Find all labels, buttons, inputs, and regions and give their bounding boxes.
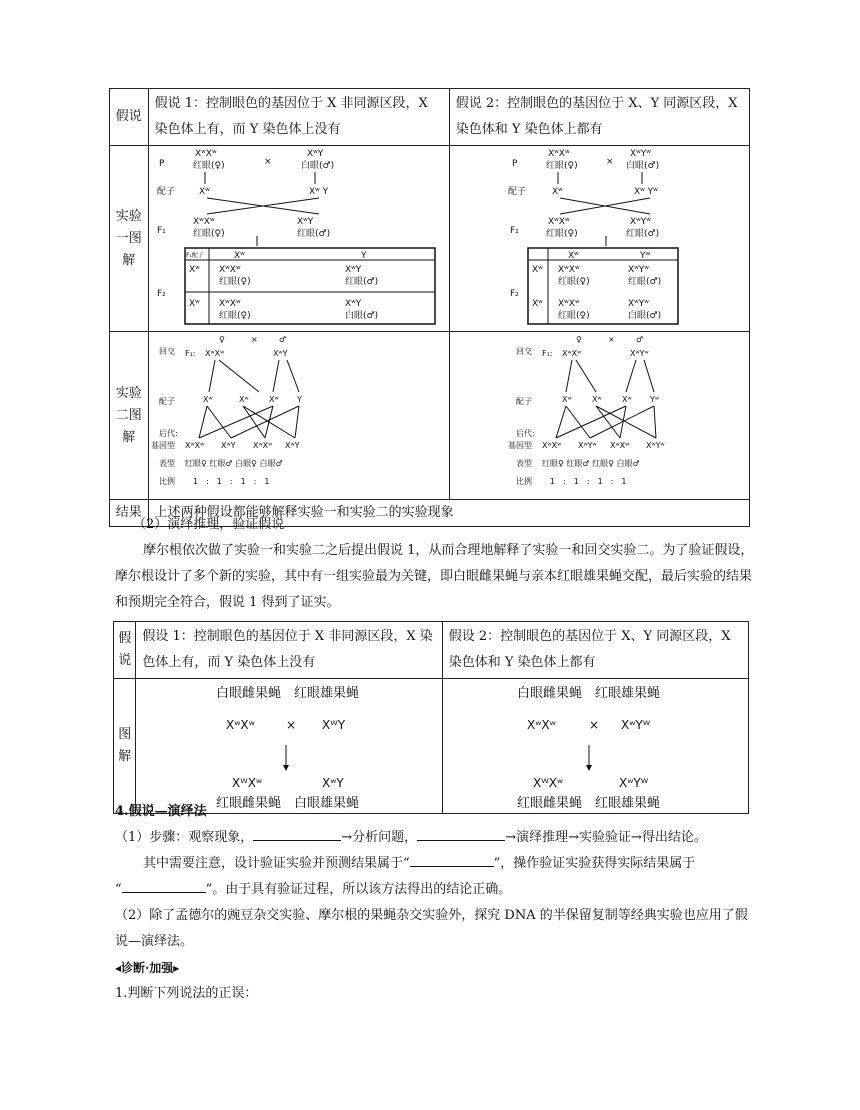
svg-text:XᵂXʷ: XᵂXʷ <box>532 776 563 790</box>
svg-text:配子: 配子 <box>507 187 526 197</box>
section4-title: 4.假说—演绎法 <box>115 804 207 819</box>
svg-text:Xʷ: Xʷ <box>591 395 602 404</box>
svg-text:配子: 配子 <box>158 397 175 406</box>
step-line <box>115 825 755 851</box>
svg-text:♂: ♂ <box>278 335 286 344</box>
step-mid: →分析问题， <box>341 830 418 845</box>
svg-text:×: × <box>250 335 258 344</box>
exp2-diagram-h2 <box>449 332 749 500</box>
svg-text:Y: Y <box>360 251 367 261</box>
svg-text:回交: 回交 <box>158 347 175 356</box>
judge-title: 1.判断下列说法的正误： <box>115 986 258 1001</box>
svg-text:红眼(♀): 红眼(♀) <box>192 229 225 239</box>
svg-text:×: × <box>286 718 297 732</box>
label-result: 结果 <box>110 500 149 527</box>
svg-text:×: × <box>605 157 614 167</box>
svg-text:XʷY: XʷY <box>296 217 313 227</box>
svg-text:红眼雌果蝇 红眼雄果蝇: 红眼雌果蝇 红眼雄果蝇 <box>516 796 660 809</box>
cross-diagram-1 <box>149 146 442 327</box>
svg-text:红眼(♀): 红眼(♀) <box>557 277 590 287</box>
label-hypothesis-2: 假说 <box>114 622 136 679</box>
svg-text:XʷY: XʷY <box>344 299 361 309</box>
svg-text:XʷYʷ: XʷYʷ <box>627 265 649 275</box>
svg-text:红眼(♀): 红眼(♀) <box>192 161 225 171</box>
note-text-3: “ <box>115 882 122 897</box>
svg-text:F₁:: F₁: <box>184 349 196 358</box>
blank-1[interactable] <box>253 826 341 841</box>
step-suffix: →演绎推理→实验验证→得出结论。 <box>505 830 707 845</box>
svg-text:XʷXʷ: XʷXʷ <box>184 441 204 450</box>
blank-2[interactable] <box>417 826 505 841</box>
svg-text:XᵂY: XᵂY <box>322 718 346 732</box>
svg-text:XʷYᵂ: XʷYᵂ <box>620 718 650 732</box>
svg-text:Xʷ: Xʷ <box>233 251 245 261</box>
svg-text:红眼♀ 红眼♂ 白眼♀ 白眼♂: 红眼♀ 红眼♂ 白眼♀ 白眼♂ <box>184 459 283 468</box>
verification-table <box>113 621 749 814</box>
svg-text:P: P <box>511 159 518 169</box>
testcross-diagram-2 <box>450 332 742 495</box>
svg-text:XʷY: XʷY <box>272 349 288 358</box>
svg-text:XʷXʷ: XʷXʷ <box>541 441 561 450</box>
svg-text:Yʷ: Yʷ <box>639 251 650 261</box>
svg-text:后代:: 后代: <box>158 429 178 438</box>
svg-text:红眼雌果蝇 白眼雄果蝇: 红眼雌果蝇 白眼雄果蝇 <box>216 796 360 809</box>
label-diagram: 图解 <box>114 679 136 814</box>
svg-text:Xʷ: Xʷ <box>238 395 249 404</box>
svg-text:XʷYʷ: XʷYʷ <box>629 217 651 227</box>
note-line-2 <box>115 877 755 903</box>
svg-text:Xʷ: Xʷ <box>202 395 213 404</box>
svg-text:比例: 比例 <box>158 477 175 486</box>
svg-text:♀: ♀ <box>575 335 582 344</box>
label-exp2: 实验二图解 <box>110 332 149 500</box>
svg-text:F₂: F₂ <box>156 289 166 299</box>
svg-text:Xʷ: Xʷ <box>531 299 543 309</box>
svg-text:XʷYʷ: XʷYʷ <box>629 149 651 159</box>
svg-text:XʷXʷ: XʷXʷ <box>561 349 581 358</box>
svg-text:XᵂXʷ: XᵂXʷ <box>232 776 263 790</box>
diagnosis-header: ◂诊断·加强▸ <box>115 961 180 975</box>
svg-text:XʷY: XʷY <box>306 149 323 159</box>
blank-4[interactable] <box>122 878 206 893</box>
svg-text:基因型: 基因型 <box>507 441 532 450</box>
svg-text:配子: 配子 <box>515 397 532 406</box>
note-text-4: ”。由于具有验证过程，所以该方法得出的结论正确。 <box>205 882 512 897</box>
svg-text:F₁配子: F₁配子 <box>185 252 204 259</box>
hypothesis-2: 假说 2：控制眼色的基因位于 X、Y 同源区段，X 染色体和 Y 染色体上都有 <box>449 89 749 146</box>
item-2: （2）除了孟德尔的豌豆杂交实验、摩尔根的果蝇杂交实验外，探究 DNA 的半保留复制等经典实验也应用了假说—演绎法。 <box>115 908 748 949</box>
svg-text:XʷXʷ: XʷXʷ <box>204 349 224 358</box>
svg-text:XʷY: XʷY <box>220 441 236 450</box>
svg-text:白眼雌果蝇 红眼雄果蝇: 白眼雌果蝇 红眼雄果蝇 <box>216 686 360 701</box>
verify-diagram-h1 <box>136 679 442 814</box>
svg-text:♂: ♂ <box>635 335 643 344</box>
svg-text:P: P <box>158 159 165 169</box>
svg-text:XʷXʷ: XʷXʷ <box>609 441 629 450</box>
svg-text:Xʷ: Xʷ <box>268 395 279 404</box>
svg-text:红眼♀ 红眼♂ 红眼♀ 白眼♂: 红眼♀ 红眼♂ 红眼♀ 白眼♂ <box>541 459 640 468</box>
result-text: 上述两种假设都能够解释实验一和实验二的实验现象 <box>148 500 749 527</box>
exp1-diagram-h2 <box>449 146 749 332</box>
svg-text:红眼(♀): 红眼(♀) <box>557 311 590 321</box>
label-hypothesis: 假说 <box>110 89 149 146</box>
svg-text:XʷXʷ: XʷXʷ <box>557 299 580 309</box>
svg-text:Yʷ: Yʷ <box>649 395 659 404</box>
svg-text:Xʷ Yʷ: Xʷ Yʷ <box>633 187 658 197</box>
note-text-1: 其中需要注意，设计验证实验并预测结果属于“ <box>143 856 410 871</box>
svg-text:Xʷ: Xʷ <box>561 395 572 404</box>
svg-text:XʷYʷ: XʷYʷ <box>627 299 649 309</box>
svg-text:×: × <box>588 718 599 732</box>
verify-cross-1 <box>136 679 436 809</box>
note-line-1 <box>143 851 763 877</box>
svg-text:Xʷ: Xʷ <box>531 265 543 275</box>
svg-text:红眼(♀): 红眼(♀) <box>218 311 251 321</box>
svg-text:XʷYʷ: XʷYʷ <box>645 441 665 450</box>
svg-text:XʷXʷ: XʷXʷ <box>218 299 241 309</box>
svg-text:Xʷ Y: Xʷ Y <box>308 187 328 197</box>
label-exp1: 实验一图解 <box>110 146 149 332</box>
svg-text:比例: 比例 <box>515 477 532 486</box>
svg-text:白眼雌果蝇 红眼雄果蝇: 白眼雌果蝇 红眼雄果蝇 <box>516 686 660 701</box>
svg-text:红眼(♀): 红眼(♀) <box>545 229 578 239</box>
note-text-2: ”，操作验证实验获得实际结果属于 <box>493 856 696 871</box>
svg-text:配子: 配子 <box>156 187 175 197</box>
svg-text:F₁: F₁ <box>156 226 166 236</box>
exp2-diagram-h1 <box>148 332 449 500</box>
svg-text:Xʷ: Xʷ <box>551 187 563 197</box>
body-paragraph: 摩尔根依次做了实验一和实验二之后提出假说 1，从而合理地解释了实验一和回交实验二。为了验证假设，摩尔根设计了多个新的实验，其中有一组实验最为关键，即白眼雌果蝇与亲本红眼雄果蝇交配，最后实验的结果和预期完全符合，假说 1 得到了证实。 <box>115 543 754 610</box>
svg-text:红眼(♂): 红眼(♂) <box>296 229 330 239</box>
svg-text:Y: Y <box>296 395 302 404</box>
blank-3[interactable] <box>410 852 494 867</box>
svg-text:F₁: F₁ <box>509 226 519 236</box>
t2-hypothesis-1: 假设 1：控制眼色的基因位于 X 非同源区段，X 染色体上有，而 Y 染色体上没有 <box>136 622 442 679</box>
section2-title: （2）演绎推理，验证假说 <box>133 517 285 532</box>
svg-text:XʷXʷ: XʷXʷ <box>547 217 570 227</box>
svg-text:XʷXʷ: XʷXʷ <box>226 718 256 732</box>
testcross-diagram-1 <box>149 332 442 495</box>
svg-text:白眼(♂): 白眼(♂) <box>627 311 661 321</box>
svg-text:Xʷ: Xʷ <box>188 265 200 275</box>
svg-text:XʷXʷ: XʷXʷ <box>547 149 570 159</box>
svg-text:红眼(♂): 红眼(♂) <box>344 277 378 287</box>
svg-text:F₂: F₂ <box>509 289 519 299</box>
svg-text:XʷXʷ: XʷXʷ <box>192 217 215 227</box>
svg-text:后代:: 后代: <box>515 429 535 438</box>
svg-text:表型: 表型 <box>515 459 532 468</box>
svg-text:白眼(♂): 白眼(♂) <box>625 161 659 171</box>
svg-text:Xʷ: Xʷ <box>621 395 632 404</box>
t2-hypothesis-2: 假设 2：控制眼色的基因位于 X、Y 同源区段，X 染色体和 Y 染色体上都有 <box>442 622 748 679</box>
hypothesis-table <box>109 88 750 527</box>
exp1-diagram-h1 <box>148 146 449 332</box>
svg-text:红眼(♂): 红眼(♂) <box>625 229 659 239</box>
svg-text:F₁:: F₁: <box>541 349 553 358</box>
svg-text:1 : 1 : 1 : 1: 1 : 1 : 1 : 1 <box>192 477 270 486</box>
svg-text:×: × <box>263 157 272 167</box>
svg-text:XʷYʷ: XʷYʷ <box>577 441 597 450</box>
svg-text:XʷXʷ: XʷXʷ <box>194 149 217 159</box>
svg-text:XʷXʷ: XʷXʷ <box>252 441 272 450</box>
svg-text:白眼(♂): 白眼(♂) <box>300 161 334 171</box>
svg-text:XʷY: XʷY <box>344 265 361 275</box>
hypothesis-1: 假说 1：控制眼色的基因位于 X 非同源区段，X 染色体上有，而 Y 染色体上没有 <box>148 89 449 146</box>
svg-text:Xʷ: Xʷ <box>188 299 200 309</box>
svg-text:表型: 表型 <box>158 459 175 468</box>
cross-diagram-2 <box>450 146 742 327</box>
svg-text:XʷYʷ: XʷYʷ <box>629 349 649 358</box>
svg-text:♀: ♀ <box>218 335 225 344</box>
verify-diagram-h2 <box>442 679 748 814</box>
svg-text:XʷYᵂ: XʷYᵂ <box>618 776 648 790</box>
svg-text:回交: 回交 <box>515 347 532 356</box>
verify-cross-2 <box>443 679 743 809</box>
svg-text:Xʷ: Xʷ <box>198 187 210 197</box>
svg-text:XʷXʷ: XʷXʷ <box>218 265 241 275</box>
svg-text:XʷY: XʷY <box>322 776 345 790</box>
step-prefix: （1）步骤：观察现象， <box>115 830 254 845</box>
svg-text:1 : 1 : 1 : 1: 1 : 1 : 1 : 1 <box>549 477 627 486</box>
svg-text:Xʷ: Xʷ <box>567 251 579 261</box>
svg-text:XʷXʷ: XʷXʷ <box>557 265 580 275</box>
svg-text:XʷXʷ: XʷXʷ <box>526 718 556 732</box>
svg-text:XʷY: XʷY <box>284 441 300 450</box>
svg-text:红眼(♀): 红眼(♀) <box>218 277 251 287</box>
svg-text:白眼(♂): 白眼(♂) <box>344 311 378 321</box>
svg-text:基因型: 基因型 <box>150 441 175 450</box>
svg-text:红眼(♀): 红眼(♀) <box>545 161 578 171</box>
svg-text:×: × <box>607 335 615 344</box>
svg-text:红眼(♂): 红眼(♂) <box>627 277 661 287</box>
